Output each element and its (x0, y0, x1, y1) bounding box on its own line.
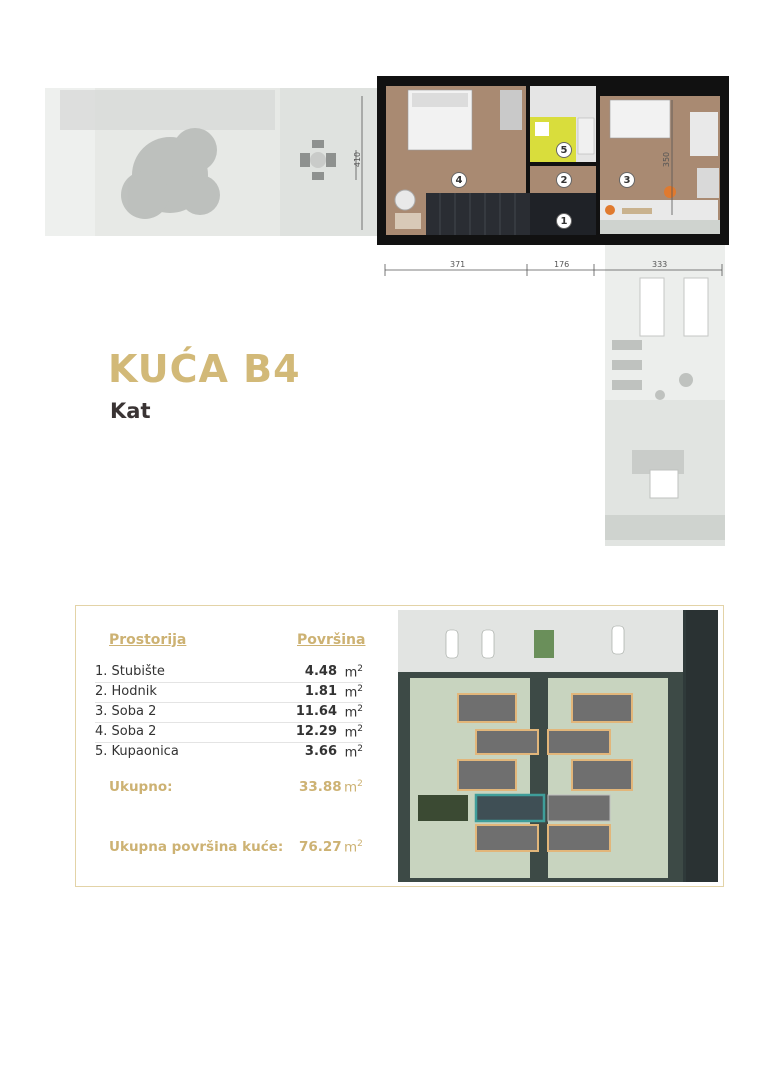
area-unit: $m^2$ (344, 704, 363, 721)
room-marker-3: 3 (619, 172, 635, 188)
house-total-label: Ukupna površina kuće: (109, 839, 284, 855)
table-row (95, 682, 363, 703)
table-row (95, 742, 363, 762)
room-area: 11.64 (295, 704, 337, 719)
area-unit: $m^2$ (344, 744, 363, 761)
table-row (95, 722, 363, 743)
header-room: Prostorija (109, 632, 187, 648)
area-panel (75, 605, 724, 887)
dimension-height-left: 410 (353, 151, 363, 168)
room-area: 12.29 (295, 724, 337, 739)
total-value: 33.88 (299, 779, 342, 795)
total-unit: $m^2$ (344, 779, 363, 796)
area-unit: $m^2$ (344, 724, 363, 741)
dimension-height-right: 350 (662, 151, 672, 168)
house-title: KUĆA B4 (108, 347, 301, 391)
area-unit: $m^2$ (344, 664, 363, 681)
table-row (95, 662, 363, 683)
room-marker-5: 5 (556, 142, 572, 158)
room-name: 3. Soba 2 (95, 704, 157, 719)
table-row (95, 702, 363, 723)
site-plan-image (398, 610, 718, 882)
room-marker-1: 1 (556, 213, 572, 229)
room-name: 1. Stubište (95, 664, 165, 679)
pergola-slats (60, 90, 275, 130)
room-marker-4: 4 (451, 172, 467, 188)
room-area: 1.81 (304, 684, 337, 699)
total-label: Ukupno: (109, 779, 173, 795)
area-unit: $m^2$ (344, 684, 363, 701)
house-total-unit: $m^2$ (344, 839, 363, 856)
house-total-value: 76.27 (299, 839, 342, 855)
room-name: 4. Soba 2 (95, 724, 157, 739)
room-area: 4.48 (304, 664, 337, 679)
room-marker-2: 2 (556, 172, 572, 188)
dimension-width-3: 333 (652, 260, 668, 269)
room-area: 3.66 (304, 744, 337, 759)
room-name: 2. Hodnik (95, 684, 157, 699)
floor-label: Kat (110, 399, 151, 423)
header-area: Površina (297, 632, 366, 648)
dimension-width-2: 176 (554, 260, 570, 269)
room-name: 5. Kupaonica (95, 744, 179, 759)
dimension-width-1: 371 (450, 260, 466, 269)
